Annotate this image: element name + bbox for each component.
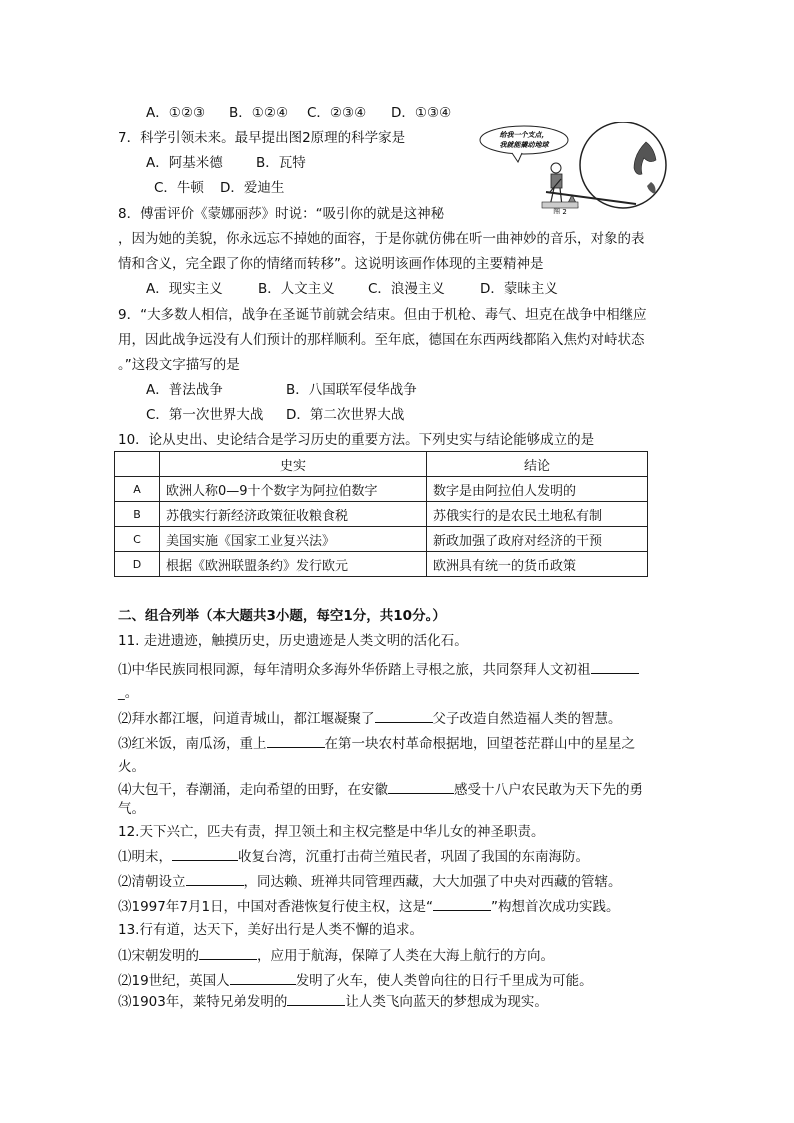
q10-stem: 10．论从史出、史论结合是学习历史的重要方法。下列史实与结论能够成立的是 — [118, 432, 595, 448]
row-key: C — [115, 527, 160, 552]
q7-option-b: B．瓦特 — [256, 155, 306, 171]
q11-part4-line2: 气。 — [118, 801, 145, 817]
q6-option-d: D．①③④ — [391, 105, 452, 121]
answer-blank[interactable] — [591, 659, 639, 674]
q11-part3: ⑶红米饭，南瓜汤，重上 在第一块农村革命根据地，回望苍茫群山中的星星之 — [118, 733, 635, 754]
row-key: D — [115, 552, 160, 577]
speech-line-2: 我就能撬动地球 — [499, 141, 549, 149]
figure-caption: 图 2 — [553, 208, 567, 214]
row-key: B — [115, 502, 160, 527]
q6-option-a: A．①②③ — [146, 105, 206, 121]
q6-option-b: B．①②④ — [229, 105, 289, 121]
answer-blank[interactable] — [388, 779, 454, 794]
figure-2-lever-illustration — [476, 122, 672, 214]
q12-part1: ⑴明末， 收复台湾，沉重打击荷兰殖民者，巩固了我国的东南海防。 — [118, 846, 589, 867]
q7-option-c: C．牛顿 — [154, 180, 204, 196]
speech-line-1: 给我一个支点， — [499, 131, 549, 139]
q8-line3: 情和含义，完全跟了你的情绪而转移”。这说明该画作体现的主要精神是 — [118, 256, 544, 272]
q11-part1-line2: _。 — [118, 685, 139, 701]
q11-part3-line2: 火。 — [118, 759, 145, 775]
table-row — [115, 527, 648, 552]
row-conclusion: 欧洲具有统一的货币政策 — [427, 552, 648, 577]
table-row — [115, 477, 648, 502]
table-row — [115, 502, 648, 527]
q9-line1: 9．“大多数人相信，战争在圣诞节前就会结束。但由于机枪、毒气、坦克在战争中相继应 — [118, 307, 647, 323]
answer-blank[interactable] — [433, 896, 491, 911]
section-2-title: 二、组合列举（本大题共3小题，每空1分，共10分。） — [118, 608, 446, 624]
row-key: A — [115, 477, 160, 502]
q6-options — [146, 103, 451, 123]
q7-options-row2 — [154, 178, 284, 198]
q12-part3: ⑶1997年7月1日，中国对香港恢复行使主权，这是“ ”构想首次成功实践。 — [118, 896, 620, 917]
q9-line3: 。”这段文字描写的是 — [118, 357, 240, 373]
header-fact: 史实 — [160, 452, 427, 477]
q8-option-a: A．现实主义 — [146, 281, 223, 297]
q8-option-d: D．蒙昧主义 — [480, 281, 558, 297]
q9-option-b: B．八国联军侵华战争 — [286, 382, 417, 398]
answer-blank[interactable] — [375, 708, 433, 723]
q11-part2: ⑵拜水都江堰，问道青城山，都江堰凝聚了 父子改造自然造福人类的智慧。 — [118, 708, 622, 729]
header-conclusion: 结论 — [427, 452, 648, 477]
q8-option-c: C．浪漫主义 — [368, 281, 445, 297]
answer-blank[interactable] — [267, 733, 325, 748]
row-conclusion: 新政加强了政府对经济的干预 — [427, 527, 648, 552]
answer-blank[interactable] — [186, 871, 244, 886]
q12-part2: ⑵清朝设立 ，同达赖、班禅共同管理西藏，大大加强了中央对西藏的管辖。 — [118, 871, 622, 892]
q9-option-d: D．第二次世界大战 — [286, 407, 405, 423]
q9-option-c: C．第一次世界大战 — [146, 407, 264, 423]
q7-option-d: D．爱迪生 — [220, 180, 285, 196]
answer-blank[interactable] — [172, 846, 238, 861]
q11-stem: 11. 走进遗迹，触摸历史，历史遗迹是人类文明的活化石。 — [118, 633, 468, 649]
q8-options — [146, 279, 558, 299]
q13-part1: ⑴宋朝发明的 ，应用于航海，保障了人类在大海上航行的方向。 — [118, 945, 554, 966]
q9-option-a: A．普法战争 — [146, 382, 223, 398]
q13-stem: 13.行有道，达天下，美好出行是人类不懈的追求。 — [118, 922, 423, 938]
q9-options-row1 — [146, 380, 417, 400]
q13-part3: ⑶1903年，莱特兄弟发明的 让人类飞向蓝天的梦想成为现实。 — [118, 991, 548, 1012]
row-fact: 根据《欧洲联盟条约》发行欧元 — [160, 552, 427, 577]
earth-globe — [580, 122, 666, 208]
row-fact: 美国实施《国家工业复兴法》 — [160, 527, 427, 552]
answer-blank[interactable] — [230, 970, 296, 985]
q10-table-header — [115, 452, 648, 477]
answer-blank[interactable] — [199, 945, 257, 960]
row-conclusion: 数字是由阿拉伯人发明的 — [427, 477, 648, 502]
table-row — [115, 552, 648, 577]
q8-option-b: B．人文主义 — [258, 281, 335, 297]
q11-part1: ⑴中华民族同根同源，每年清明众多海外华侨踏上寻根之旅，共同祭拜人文初祖 — [118, 659, 639, 680]
q8-line1: 8．傅雷评价《蒙娜丽莎》时说：“吸引你的就是这神秘 — [118, 206, 445, 222]
scientist-head — [551, 163, 561, 173]
q7-stem: 7．科学引领未来。最早提出图2原理的科学家是 — [118, 130, 406, 146]
q7-option-a: A．阿基米德 — [146, 155, 223, 171]
q7-options-row1 — [146, 153, 306, 173]
q10-table — [114, 451, 648, 577]
q9-line2: 用，因此战争远没有人们预计的那样顺利。至年底，德国在东西两线都陷入焦灼对峙状态 — [118, 332, 645, 348]
q12-stem: 12.天下兴亡，匹夫有责，捍卫领土和主权完整是中华儿女的神圣职责。 — [118, 824, 545, 840]
q13-part2: ⑵19世纪，英国人 发明了火车，使人类曾向往的日行千里成为可能。 — [118, 970, 593, 991]
row-conclusion: 苏俄实行的是农民土地私有制 — [427, 502, 648, 527]
q8-line2: ，因为她的美貌，你永远忘不掉她的面容，于是你就仿佛在听一曲神妙的音乐，对象的表 — [118, 231, 645, 247]
q9-options-row2 — [146, 405, 404, 425]
q6-option-c: C．②③④ — [307, 105, 367, 121]
row-fact: 苏俄实行新经济政策征收粮食税 — [160, 502, 427, 527]
row-fact: 欧洲人称0—9十个数字为阿拉伯数字 — [160, 477, 427, 502]
q11-part4: ⑷大包干，春潮涌，走向希望的田野，在安徽 感受十八户农民敢为天下先的勇 — [118, 779, 643, 800]
scientist-body — [551, 174, 562, 188]
answer-blank[interactable] — [287, 991, 345, 1006]
